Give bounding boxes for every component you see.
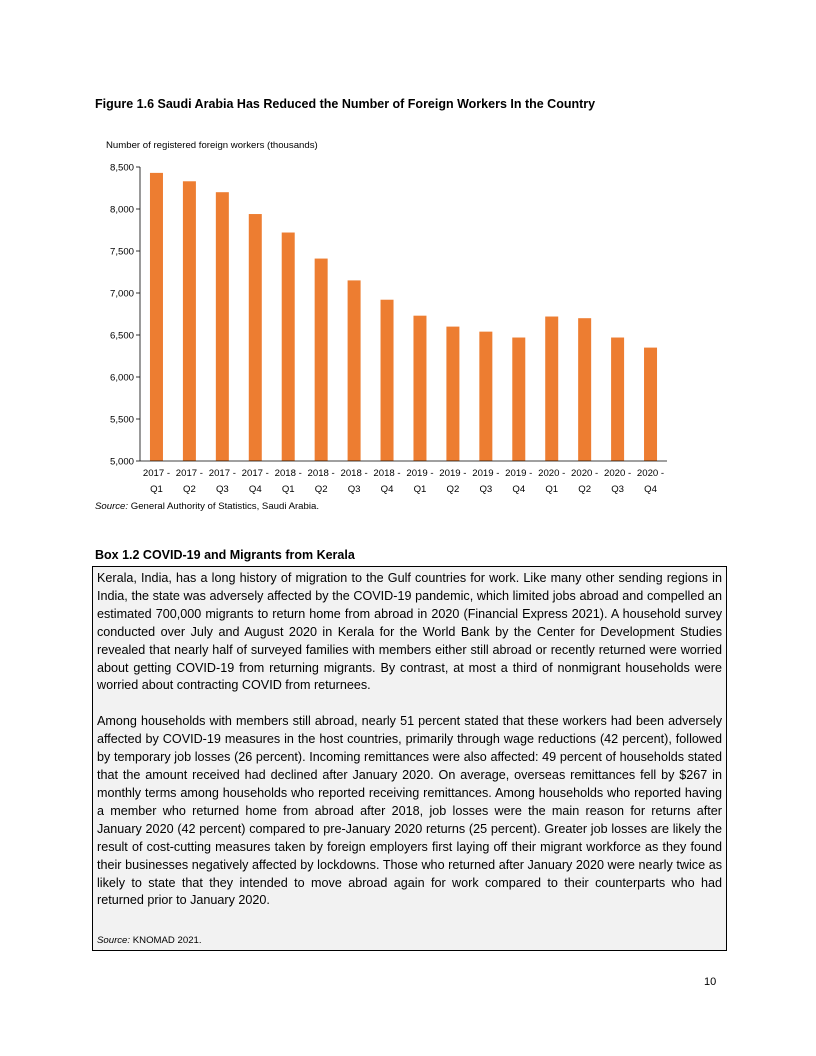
bar xyxy=(512,338,525,461)
x-tick-label-quarter: Q4 xyxy=(248,484,262,495)
box-source xyxy=(97,935,202,946)
x-tick-label-quarter: Q4 xyxy=(512,484,526,495)
bar xyxy=(348,280,361,461)
bar xyxy=(216,192,229,461)
x-tick-label-quarter: Q1 xyxy=(413,484,427,495)
x-tick-label-quarter: Q1 xyxy=(150,484,163,495)
box-title: Box 1.2 COVID-19 and Migrants from Kerala xyxy=(95,548,355,562)
y-tick-label: 8,000 xyxy=(109,204,134,216)
x-tick-label-year: 2019 - xyxy=(505,468,533,479)
x-tick-label-quarter: Q2 xyxy=(578,484,592,495)
figure-title: Figure 1.6 Saudi Arabia Has Reduced the Number of Foreign Workers In the Country xyxy=(95,97,596,111)
x-tick-label-quarter: Q4 xyxy=(380,484,394,495)
x-tick-label-quarter: Q2 xyxy=(446,484,460,495)
y-tick-label: 7,000 xyxy=(109,288,134,300)
y-tick-label: 6,500 xyxy=(109,330,134,342)
bar xyxy=(249,214,262,461)
bar xyxy=(315,259,328,461)
x-tick-label-quarter: Q2 xyxy=(314,484,328,495)
bar xyxy=(150,173,163,461)
bar xyxy=(183,181,196,461)
box-source-text: KNOMAD 2021. xyxy=(130,935,202,946)
box-paragraph-2: Among households with members still abroad, nearly 51 percent stated that these workers had been adversely affected by COVID-19 measures in the host countries, primarily through wage reductions (42 percent), followed by temporary job losses (26 percent). Incoming remittances were also affected: 49 percent of households stated that the amount received had declined after January 2020. On average, overseas remittances fell by $267 in monthly terms among households who reported receiving remittances. Among households who reported having a member who returned home from abroad after 2018, job losses were the main reason for returns after January 2020 (42 percent) compared to pre-January 2020 returns (25 percent). Greater job losses are likely the result of cost-cutting measures taken by foreign employers first laying off their migrant workforce as they found their businesses negatively affected by lockdowns. Those who returned after January 2020 were nearly twice as likely to state that they intended to move abroad again for work compared to their counterparts who had returned prior to January 2020. xyxy=(97,714,722,908)
page-number: 10 xyxy=(704,976,717,988)
x-tick-label-year: 2020 - xyxy=(538,468,566,479)
y-tick-label: 6,000 xyxy=(109,372,134,384)
x-tick-label-year: 2017 - xyxy=(175,468,204,479)
x-tick-label-year: 2017 - xyxy=(208,468,236,479)
x-tick-label-year: 2019 - xyxy=(472,468,500,479)
y-tick-label: 7,500 xyxy=(109,246,134,258)
x-tick-label-quarter: Q1 xyxy=(281,484,295,495)
x-tick-label-quarter: Q2 xyxy=(183,484,196,495)
x-tick-label-year: 2018 - xyxy=(274,468,302,479)
bar xyxy=(578,318,591,461)
x-tick-label-year: 2019 - xyxy=(439,468,467,479)
x-tick-label-year: 2019 - xyxy=(406,468,434,479)
y-tick-label: 5,000 xyxy=(109,456,134,468)
x-tick-label-year: 2018 - xyxy=(373,468,401,479)
figure-source-label: Source: xyxy=(95,501,129,512)
bar xyxy=(644,348,657,461)
x-tick-label-year: 2017 - xyxy=(241,468,269,479)
y-tick-label: 5,500 xyxy=(109,414,134,426)
x-tick-label-quarter: Q3 xyxy=(479,484,493,495)
y-tick-label: 8,500 xyxy=(109,162,134,174)
x-tick-label-quarter: Q4 xyxy=(644,484,657,495)
bar xyxy=(545,317,558,461)
bar xyxy=(479,332,492,461)
box-paragraph-1: Kerala, India, has a long history of migration to the Gulf countries for work. Like many other sending regions in India, the state was adversely affected by the COVID-19 pandemic, which limited jobs abroad and compelled an estimated 700,000 migrants to return home from abroad in 2020 (Financial Express 2021). A household survey conducted over July and August 2020 in Kerala for the World Bank by the Center for Development Studies revealed that nearly half of surveyed families with members either still abroad or recently returned were worried about getting COVID-19 from returning migrants. By contrast, at most a third of nonmigrant households were worried about contracting COVID from returnees. xyxy=(97,571,722,693)
x-tick-label-year: 2018 - xyxy=(340,468,368,479)
box-source-label: Source: xyxy=(97,935,131,946)
bar xyxy=(413,316,426,461)
figure-source-text: General Authority of Statistics, Saudi Arabia. xyxy=(128,501,319,512)
x-tick-label-year: 2020 - xyxy=(603,468,632,479)
x-tick-label-quarter: Q3 xyxy=(611,484,624,495)
y-axis-label: Number of registered foreign workers (thousands) xyxy=(106,140,318,151)
x-tick-label-quarter: Q3 xyxy=(347,484,361,495)
x-tick-label-year: 2017 - xyxy=(142,468,171,479)
x-tick-label-year: 2020 - xyxy=(571,468,599,479)
x-tick-label-quarter: Q3 xyxy=(215,484,229,495)
bar xyxy=(381,300,394,461)
box-content xyxy=(92,566,727,951)
x-tick-label-year: 2018 - xyxy=(307,468,335,479)
bar-chart xyxy=(0,0,816,520)
bar xyxy=(282,233,295,461)
x-tick-label-year: 2020 - xyxy=(636,468,665,479)
bar xyxy=(611,338,624,461)
x-tick-label-quarter: Q1 xyxy=(545,484,559,495)
figure-source xyxy=(95,501,319,512)
bar xyxy=(446,327,459,461)
